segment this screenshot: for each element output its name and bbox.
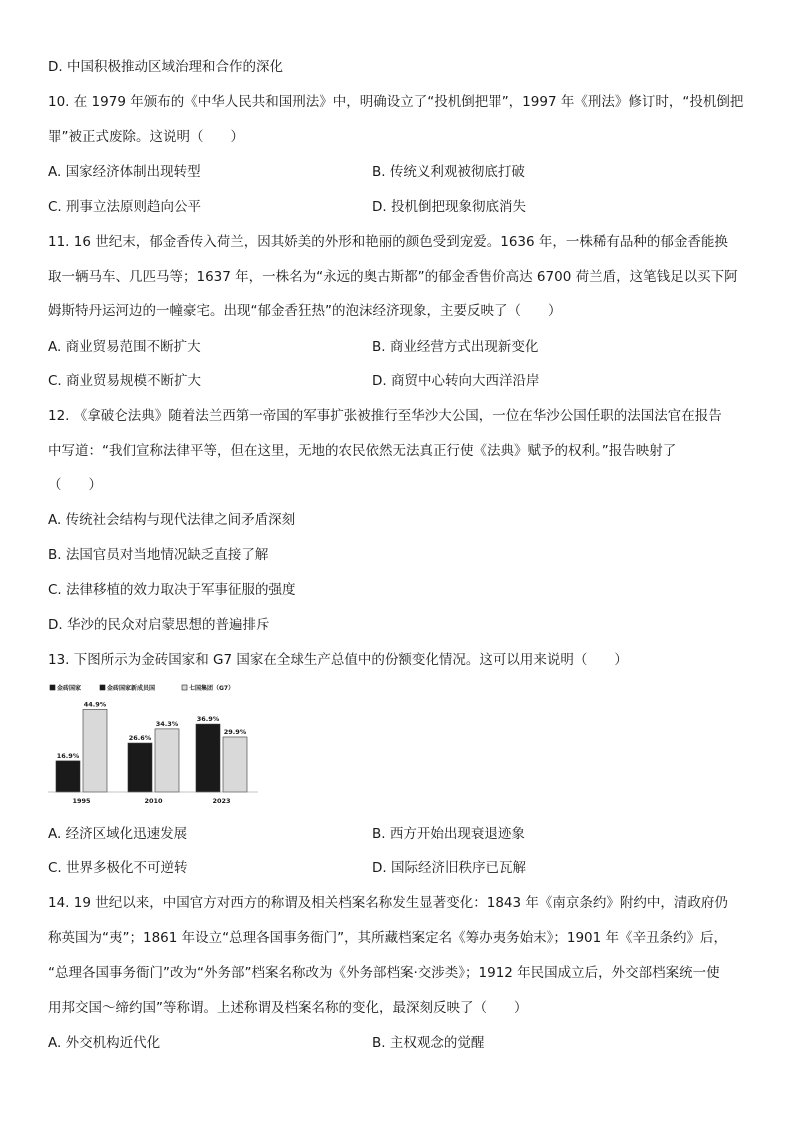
q13-option-c: C. 世界多极化不可逆转 [48,860,188,876]
q12-option-c: C. 法律移植的效力取决于军事征服的强度 [48,582,296,598]
q14-stem-line2: 称英国为“夷”；1861 年设立“总理各国事务衙门”，其所藏档案定名《筹办夷务始末》；1901 年《辛丑条约》后， [48,930,728,946]
q14-stem-line3: “总理各国事务衙门”改为“外务部”档案名称改为《外务部档案·交涉类》；1912 年民国成立后，外交部档案统一使 [48,965,720,981]
legend-label: 七国集团（G7） [189,685,235,692]
bar [223,737,247,792]
q12-option-b: B. 法国官员对当地情况缺乏直接了解 [48,547,269,563]
q14-option-a: A. 外交机构近代化 [48,1035,161,1051]
q13-option-b: B. 西方开始出现衰退迹象 [372,826,525,842]
q12-stem-line1: 12. 《拿破仑法典》随着法兰西第一帝国的军事扩张被推行至华沙大公国，一位在华沙公国任职的法国法官在报告 [48,408,722,424]
data-label: 16.9% [56,751,80,760]
bar [56,761,80,792]
data-label: 29.9% [223,727,247,736]
data-label: 36.9% [196,715,220,724]
bar [128,743,152,792]
bar [83,709,107,792]
q11-stem-line2: 取一辆马车、几匹马等；1637 年，一株名为“永远的奥古斯都”的郁金香售价高达 6700 荷兰盾，这笔钱足以买下阿 [48,269,738,285]
x-tick-label: 1995 [72,797,91,805]
q10-option-a: A. 国家经济体制出现转型 [48,164,201,180]
q10-stem-line2: 罪”被正式废除。这说明（ ） [48,129,244,145]
q13-option-d: D. 国际经济旧秩序已瓦解 [372,860,526,876]
q11-option-d: D. 商贸中心转向大西洋沿岸 [372,373,540,389]
legend-swatch [100,685,105,690]
q11-option-a: A. 商业贸易范围不断扩大 [48,339,201,355]
x-tick-label: 2010 [144,797,163,805]
q13-option-a: A. 经济区域化迅速发展 [48,826,188,842]
q12-stem-line3: （ ） [48,477,102,493]
q12-stem-line2: 中写道：“我们宣称法律平等，但在这里，无地的农民依然无法真正行使《法典》赋予的权利。”报告映射了 [48,443,677,459]
q10-stem-line1: 10. 在 1979 年颁布的《中华人民共和国刑法》中，明确设立了“投机倒把罪”，1997 年《刑法》修订时，“投机倒把 [48,94,744,110]
legend-label: 金砖国家新成员国 [107,685,156,692]
q11-stem-line1: 11. 16 世纪末，郁金香传入荷兰，因其娇美的外形和艳丽的颜色受到宠爱。1636 年，一株稀有品种的郁金香能换 [48,234,728,250]
legend-swatch [50,685,55,690]
bar [155,729,179,792]
q14-stem-line4: 用邦交国～缔约国”等称谓。上述称谓及档案名称的变化，最深刻反映了（ ） [48,1000,528,1016]
q11-option-b: B. 商业经营方式出现新变化 [372,339,539,355]
q10-option-c: C. 刑事立法原则趋向公平 [48,199,202,215]
data-label: 34.3% [155,719,179,728]
gdp-share-bar-chart [44,678,264,812]
q10-option-d: D. 投机倒把现象彻底消失 [372,199,526,215]
legend-label: 金砖国家 [57,685,82,692]
x-tick-label: 2023 [212,797,231,805]
data-label: 26.6% [128,734,152,743]
q11-option-c: C. 商业贸易规模不断扩大 [48,373,202,389]
bar [196,724,220,792]
q12-option-d: D. 华沙的民众对启蒙思想的普遍排斥 [48,617,270,633]
q11-stem-line3: 姆斯特丹运河边的一幢豪宅。出现“郁金香狂热”的泡沫经济现象，主要反映了（ ） [48,303,562,319]
q14-option-b: B. 主权观念的觉醒 [372,1035,485,1051]
q13-stem: 13. 下图所示为金砖国家和 G7 国家在全球生产总值中的份额变化情况。这可以用来说明（ ） [48,652,628,668]
q9-option-d: D. 中国积极推动区域治理和合作的深化 [48,59,283,75]
legend-swatch [182,685,187,690]
data-label: 44.9% [83,700,107,709]
q10-option-b: B. 传统义利观被彻底打破 [372,164,525,180]
q12-option-a: A. 传统社会结构与现代法律之间矛盾深刻 [48,512,296,528]
q14-stem-line1: 14. 19 世纪以来，中国官方对西方的称谓及相关档案名称发生显著变化：1843 年《南京条约》附约中，清政府仍 [48,895,728,911]
